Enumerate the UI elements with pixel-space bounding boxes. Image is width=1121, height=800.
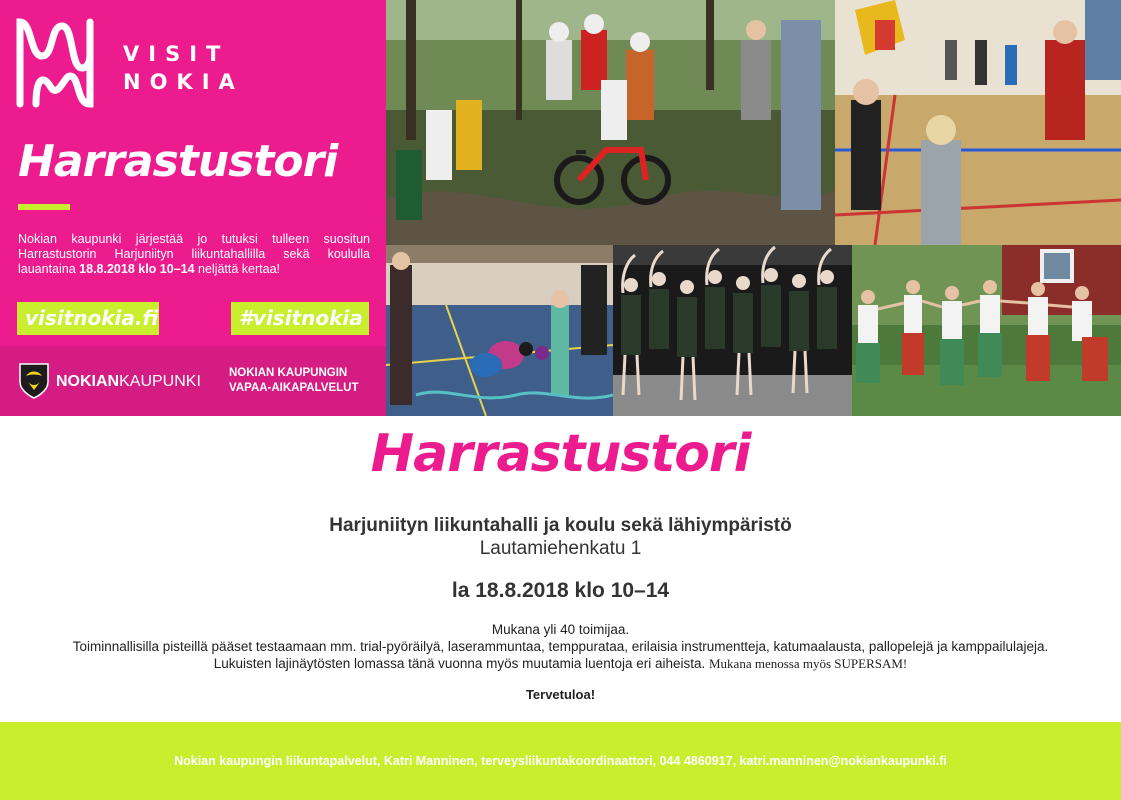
description-lead: Nokian kaupunki järjestää jo tutuksi tulleen suositun Harrastustorin Harjuniityn liikuntahallilla sekä koululla lauantaina [18, 232, 370, 276]
description-tail: neljättä kertaa! [194, 262, 281, 276]
venue-address: Lautamiehenkatu 1 [479, 538, 642, 559]
logo-wordmark [123, 40, 244, 96]
contact-footer [0, 722, 1121, 800]
description-line-2: Toiminnallisilla pisteillä pääset testaamaan mm. trial-pyöräilyä, laserammuntaa, temppurataa, erilaisia instrumentteja, katumaalausta, pallopelejä ja kamppailulajeja. [72, 639, 1049, 654]
description-line-1: Mukana yli 40 toimijaa. [491, 622, 630, 637]
gymnastics-photo [386, 245, 613, 416]
city-name-light: KAUPUNKI [119, 373, 201, 390]
city-name-bold: NOKIAN [56, 373, 120, 390]
visit-nokia-logo-icon [14, 16, 96, 108]
department-line-1: NOKIAN KAUPUNGIN [229, 367, 348, 379]
welcome-text: Tervetuloa! [525, 687, 596, 702]
event-date: la 18.8.2018 klo 10–14 [451, 579, 670, 602]
folk-dance-photo [852, 245, 1121, 416]
description-line-3 [0, 655, 1121, 672]
event-description [0, 621, 1121, 672]
panel-title: Harrastustori [18, 136, 338, 187]
logo-line-visit: VISIT [123, 42, 230, 66]
trial-biking-photo [386, 0, 835, 245]
coat-of-arms-icon [18, 362, 50, 400]
description-line-3b: Mukana menossa myös SUPERSAM! [709, 656, 908, 671]
ballet-photo [613, 245, 852, 416]
venue-name: Harjuniityn liikuntahalli ja koulu sekä lähiympäristö [329, 515, 792, 536]
description-date: 18.8.2018 klo 10–14 [79, 262, 195, 276]
accent-divider [18, 204, 70, 210]
contact-info[interactable]: Nokian kaupungin liikuntapalvelut, Katri Manninen, terveysliikuntakoordinaattori, 044 4860917, katri.manninen@nokiankaupunki.fi [174, 754, 947, 768]
department-line-2: VAPAA-AIKAPALVELUT [229, 382, 359, 394]
department-name [229, 366, 358, 396]
website-tag[interactable]: visitnokia.fi [17, 302, 159, 335]
city-logo-text [56, 373, 201, 391]
page-title: Harrastustori [370, 424, 751, 484]
description-line-3a: Lukuisten lajinäytösten lomassa tänä vuonna myös muutamia luentoja eri aiheista. [213, 656, 709, 671]
logo-line-nokia: NOKIA [123, 70, 244, 94]
gym-children-photo [835, 0, 1121, 245]
panel-description [18, 232, 370, 277]
hashtag-tag[interactable]: #visitnokia [231, 302, 369, 335]
info-panel [0, 0, 386, 416]
